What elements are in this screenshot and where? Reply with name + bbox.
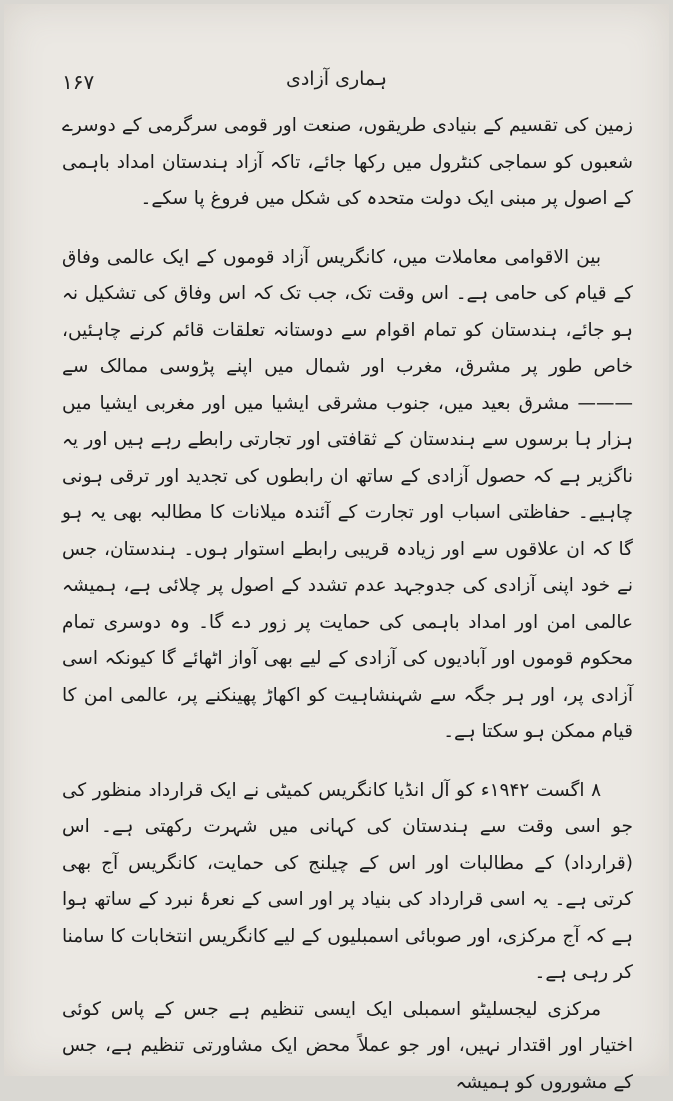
page-number: ۱۶۷ [62, 70, 94, 94]
paragraph-2: بین الاقوامی معاملات میں، کانگریس آزاد قوموں کے ایک عالمی وفاق کے قیام کی حامی ہے۔ اس وقت تک، جب تک کہ اس وفاق کی تشکیل نہ ہو جائے، ہندستان کو تمام اقوام سے دوستانہ تعلقات قائم کرنے چاہئیں، خاص طور پر مشرق، مغرب اور شمال میں اپنے پڑوسی ممالک سے ——— مشرق بعید میں، جنوب مشرقی ایشیا میں اور مغربی ایشیا میں ہزار ہا برسوں سے ہندستان کے ثقافتی اور تجارتی رابطے رہے ہیں اور یہ ناگزیر ہے کہ حصول آزادی کے ساتھ ان رابطوں کی تجدید اور ترقی ہونی چاہیے۔ حفاظتی اسباب اور تجارت کے آئندہ میلانات کا مطالبہ بھی یہ ہو گا کہ ان علاقوں سے اور زیادہ قریبی رابطے استوار ہوں۔ ہندستان، جس نے خود اپنی آزادی کی جدوجہد عدم تشدد کے اصول پر چلائی ہے، ہمیشہ عالمی امن اور امداد باہمی کی حمایت پر زور دے گا۔ وہ دوسری تمام محکوم قوموں اور آبادیوں کی آزادی کے لیے بھی آواز اٹھائے گا کیونکہ اسی آزادی پر، اور ہر جگہ سے شہنشاہیت کو اکھاڑ پھینکنے پر، عالمی امن کا قیام ممکن ہو سکتا ہے۔ [62, 240, 633, 751]
paragraph-4: مرکزی لیجسلیٹو اسمبلی ایک ایسی تنظیم ہے جس کے پاس کوئی اختیار اور اقتدار نہیں، اور جو عملاً محض ایک مشاورتی تنظیم ہے، جس کے مشوروں کو ہمیشہ [62, 992, 633, 1101]
paragraph-1: زمین کی تقسیم کے بنیادی طریقوں، صنعت اور قومی سرگرمی کے دوسرے شعبوں کو سماجی کنٹرول میں رکھا جائے، تاکہ آزاد ہندستان امداد باہمی کے اصول پر مبنی ایک دولت متحدہ کی شکل میں فروغ پا سکے۔ [62, 108, 633, 218]
body-text [62, 108, 633, 1101]
scanned-page [4, 4, 669, 1076]
running-head: ہماری آزادی [4, 68, 669, 90]
paragraph-3: ۸ اگست ۱۹۴۲ء کو آل انڈیا کانگریس کمیٹی نے ایک قرارداد منظور کی جو اسی وقت سے ہندستان کی کہانی میں شہرت رکھتی ہے۔ اس (قرارداد) کے مطالبات اور اس کے چیلنج کی حمایت، کانگریس آج بھی کرتی ہے۔ یہ اسی قرارداد کی بنیاد پر اور اسی کے نعرۂ نبرد کے ساتھ ہوا ہے کہ آج مرکزی، اور صوبائی اسمبلیوں کے لیے کانگریس انتخابات کا سامنا کر رہی ہے۔ [62, 773, 633, 992]
